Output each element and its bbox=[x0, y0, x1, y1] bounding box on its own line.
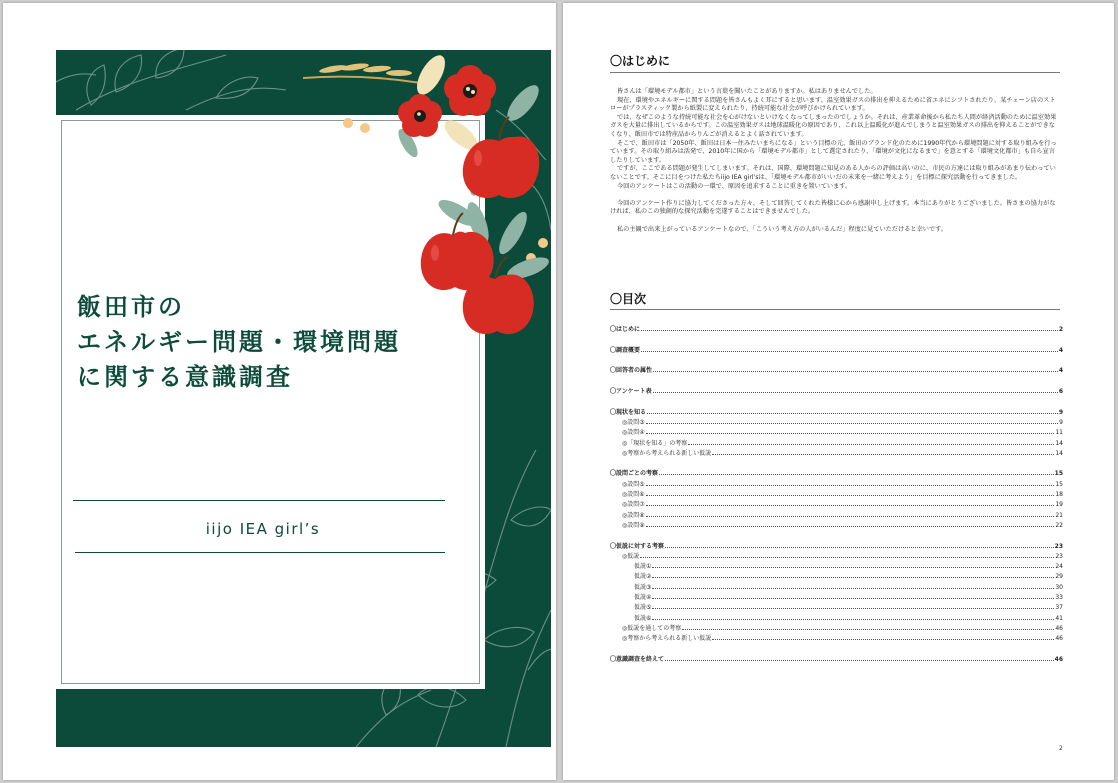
toc-leader-dots bbox=[653, 371, 1058, 372]
toc-entry[interactable] bbox=[610, 622, 1063, 632]
toc-entry-page: 46 bbox=[1055, 624, 1063, 632]
toc-entry-title: 仮説⑥ bbox=[634, 614, 652, 622]
toc-entry-page: 37 bbox=[1055, 604, 1063, 612]
toc-entry-page: 9 bbox=[1059, 418, 1063, 426]
toc-entry-page: 46 bbox=[1054, 655, 1063, 663]
toc-leader-dots bbox=[653, 392, 1058, 393]
toc-entry[interactable] bbox=[610, 498, 1063, 508]
toc-leader-dots bbox=[646, 433, 1055, 434]
toc-entry[interactable] bbox=[610, 426, 1063, 436]
toc-entry-title: 〇設問ごとの考察 bbox=[610, 470, 659, 478]
cover-title-line-1: 飯田市の bbox=[77, 293, 185, 321]
intro-heading-rule bbox=[610, 72, 1060, 73]
cover-title-line-3: に関する意識調査 bbox=[77, 363, 293, 391]
toc-entry-page: 18 bbox=[1055, 491, 1063, 499]
table-of-contents bbox=[610, 323, 1063, 663]
toc-entry-title: 〇意識調査を終えて bbox=[610, 655, 665, 663]
toc-entry-title: 〇はじめに bbox=[610, 326, 641, 334]
paragraph-gap bbox=[610, 191, 1060, 200]
toc-entry[interactable] bbox=[610, 539, 1063, 549]
intro-paragraph: ですが、ここである問題が発生してしまいます。それは、国際、環境問題に知見のある人からの評価は高いのに、市民の方達には取り組みがあまり伝わっていないことです。そこに目をつけた私たちiijo IEA girl'sは、「環境モデル都市がいいだの未来を一緒に考えよう」を目標に探究活動を行ってきました。 bbox=[610, 165, 1056, 181]
toc-leader-dots bbox=[646, 516, 1055, 517]
toc-entry-page: 14 bbox=[1055, 439, 1063, 447]
toc-entry-title: 〇調査概要 bbox=[610, 346, 641, 354]
toc-entry-page: 4 bbox=[1058, 367, 1063, 375]
toc-entry-title: 仮説① bbox=[634, 563, 652, 571]
toc-leader-dots bbox=[688, 444, 1054, 445]
toc-entry[interactable] bbox=[610, 436, 1063, 446]
toc-entry-page: 24 bbox=[1055, 563, 1063, 571]
toc-leader-dots bbox=[665, 660, 1054, 661]
cover-page bbox=[3, 3, 556, 780]
toc-entry-page: 46 bbox=[1055, 635, 1063, 643]
paragraph-gap bbox=[610, 217, 1060, 226]
content-page bbox=[563, 3, 1114, 780]
toc-leader-dots bbox=[641, 330, 1058, 331]
toc-entry-title: ◎設問③ bbox=[622, 418, 645, 426]
toc-entry[interactable] bbox=[610, 467, 1063, 477]
toc-entry-page: 2 bbox=[1058, 326, 1063, 334]
toc-leader-dots bbox=[646, 526, 1055, 527]
toc-entry[interactable] bbox=[610, 385, 1063, 395]
toc-entry[interactable] bbox=[610, 591, 1063, 601]
toc-leader-dots bbox=[647, 413, 1058, 414]
toc-entry-page: 41 bbox=[1055, 614, 1063, 622]
toc-leader-dots bbox=[659, 474, 1054, 475]
toc-leader-dots bbox=[652, 598, 1054, 599]
intro-paragraph: 今回のアンケートはこの活動の一環で、原因を追求することに重きを置いています。 bbox=[617, 182, 852, 190]
toc-entry[interactable] bbox=[610, 405, 1063, 415]
toc-entry-page: 22 bbox=[1055, 521, 1063, 529]
cover-rule-top bbox=[73, 500, 445, 501]
toc-entry-page: 30 bbox=[1055, 583, 1063, 591]
toc-entry-title: ◎考察から考えられる新しい仮説 bbox=[622, 635, 712, 643]
toc-entry-title: 仮説④ bbox=[634, 594, 652, 602]
toc-entry[interactable] bbox=[610, 488, 1063, 498]
toc-entry[interactable] bbox=[610, 364, 1063, 374]
toc-leader-dots bbox=[646, 423, 1059, 424]
toc-entry[interactable] bbox=[610, 519, 1063, 529]
toc-entry[interactable] bbox=[610, 447, 1063, 457]
toc-entry-title: 〇回答者の属性 bbox=[610, 367, 653, 375]
intro-text bbox=[610, 88, 1060, 234]
toc-entry-page: 14 bbox=[1055, 449, 1063, 457]
toc-entry[interactable] bbox=[610, 601, 1063, 611]
toc-leader-dots bbox=[712, 454, 1054, 455]
intro-paragraph: では、なぜこのような持続可能な社会を心がけないといけなくなってしまったのでしょうか。それは、産業革命後から私たち人間が経済活動のために温室効果ガスを大量に排出しているからです。この温室効果ガスは地球温暖化の原因であり、これ以上温暖化が進んでしまうと温室効果ガスの排出を抑えることができなくなり、飯田市では特産品からりんごが消えるとよく話されています。 bbox=[610, 113, 1057, 138]
toc-entry-title: 仮説⑤ bbox=[634, 604, 652, 612]
toc-entry-page: 19 bbox=[1055, 501, 1063, 509]
toc-entry-title: ◎設問⑤ bbox=[622, 480, 645, 488]
toc-entry-title: 仮説② bbox=[634, 573, 652, 581]
toc-leader-dots bbox=[652, 577, 1054, 578]
toc-entry-page: 6 bbox=[1058, 388, 1063, 396]
toc-entry-title: ◎仮説 bbox=[622, 552, 640, 560]
toc-entry-title: ◎設問⑥ bbox=[622, 491, 645, 499]
toc-entry[interactable] bbox=[610, 632, 1063, 642]
toc-leader-dots bbox=[712, 639, 1054, 640]
toc-entry[interactable] bbox=[610, 323, 1063, 333]
toc-entry-page: 15 bbox=[1055, 480, 1063, 488]
toc-entry-title: 〇アンケート表 bbox=[610, 388, 652, 396]
cover-title bbox=[77, 290, 497, 395]
toc-entry-page: 33 bbox=[1055, 594, 1063, 602]
toc-entry-title: 〇現状を知る bbox=[610, 408, 647, 416]
cover-title-line-2: エネルギー問題・環境問題 bbox=[77, 328, 401, 356]
toc-entry-page: 4 bbox=[1058, 346, 1063, 354]
toc-entry-title: ◎設問⑨ bbox=[622, 521, 645, 529]
cover-rule-bottom bbox=[75, 552, 445, 553]
toc-heading-rule bbox=[610, 309, 1060, 310]
toc-entry-title: ◎設問④ bbox=[622, 429, 645, 437]
wheat-sprig-icon bbox=[303, 62, 421, 83]
toc-entry[interactable] bbox=[610, 344, 1063, 354]
toc-entry-page: 9 bbox=[1058, 408, 1063, 416]
toc-entry-title: ◎仮説を通しての考察 bbox=[622, 624, 682, 632]
toc-leader-dots bbox=[646, 505, 1055, 506]
toc-entry[interactable] bbox=[610, 550, 1063, 560]
toc-entry-title: ◎設問⑦ bbox=[622, 501, 645, 509]
toc-entry-title: 〇仮説に対する考察 bbox=[610, 542, 665, 550]
toc-entry-page: 15 bbox=[1054, 470, 1063, 478]
toc-entry[interactable] bbox=[610, 570, 1063, 580]
toc-leader-dots bbox=[646, 485, 1055, 486]
toc-leader-dots bbox=[640, 557, 1054, 558]
page-number: 2 bbox=[1059, 745, 1063, 752]
toc-leader-dots bbox=[652, 588, 1054, 589]
toc-entry-title: ◎考察から考えられる新しい仮説 bbox=[622, 449, 712, 457]
intro-paragraph: 私の主観で出来上がっているアンケートなので、「こういう考え方の人がいるんだ」程度に見ていただけると幸いです。 bbox=[617, 225, 948, 233]
toc-entry-page: 23 bbox=[1055, 552, 1063, 560]
toc-entry[interactable] bbox=[610, 611, 1063, 621]
intro-paragraph: そこで、飯田市は「2050年、飯田は日本一住みたいまちになる」という目標の元、飯田のブランド化のために1990年代から環境問題に対する取り組みを行っています。その取り組みは活発で、2010年に国から「環境モデル都市」として選定されたり、「環境が文化になるまで」を意とする「環境文化都市」も自ら宣言したりしています。 bbox=[610, 139, 1057, 164]
toc-leader-dots bbox=[652, 567, 1054, 568]
toc-entry-page: 23 bbox=[1054, 542, 1063, 550]
toc-entry[interactable] bbox=[610, 477, 1063, 487]
intro-paragraph: 今回のアンケート作りに協力してくださった方々、そして回答してくれた皆様に心から感謝申し上げます。本当にありがとうございました。皆さまの協力がなければ、私のこの独創的な探究活動を完遂することはできませんでした。 bbox=[610, 199, 1056, 216]
toc-entry-title: 仮説③ bbox=[634, 583, 652, 591]
toc-entry-title: ◎「現状を知る」の考察 bbox=[622, 439, 688, 447]
toc-leader-dots bbox=[682, 629, 1054, 630]
toc-entry[interactable] bbox=[610, 580, 1063, 590]
toc-entry[interactable] bbox=[610, 508, 1063, 518]
toc-entry-title: ◎設問⑧ bbox=[622, 511, 645, 519]
toc-entry[interactable] bbox=[610, 653, 1063, 663]
toc-leader-dots bbox=[652, 619, 1054, 620]
toc-leader-dots bbox=[665, 547, 1054, 548]
intro-heading: 〇はじめに bbox=[610, 54, 671, 68]
toc-leader-dots bbox=[652, 608, 1054, 609]
intro-paragraph: 現在、環境やエネルギーに関する問題を皆さんもよく耳にすると思います。温室効果ガスの排出を抑えるために省エネにシフトされたり、某チェーン店のストローがプラスティック製から紙製に変えられたり、持続可能な社会が呼びかけられています。 bbox=[610, 96, 1056, 113]
toc-leader-dots bbox=[641, 351, 1058, 352]
toc-heading: 〇目次 bbox=[610, 292, 647, 306]
toc-entry[interactable] bbox=[610, 560, 1063, 570]
toc-entry-page: 21 bbox=[1055, 511, 1063, 519]
cover-author: iijo IEA girl’s bbox=[205, 520, 321, 538]
toc-leader-dots bbox=[646, 495, 1055, 496]
toc-entry-page: 29 bbox=[1055, 573, 1063, 581]
toc-entry-page: 11 bbox=[1055, 429, 1063, 437]
intro-paragraph: 皆さんは「環境モデル都市」という言葉を聞いたことがありますか。私はありませんでした。 bbox=[617, 88, 877, 95]
toc-entry[interactable] bbox=[610, 416, 1063, 426]
